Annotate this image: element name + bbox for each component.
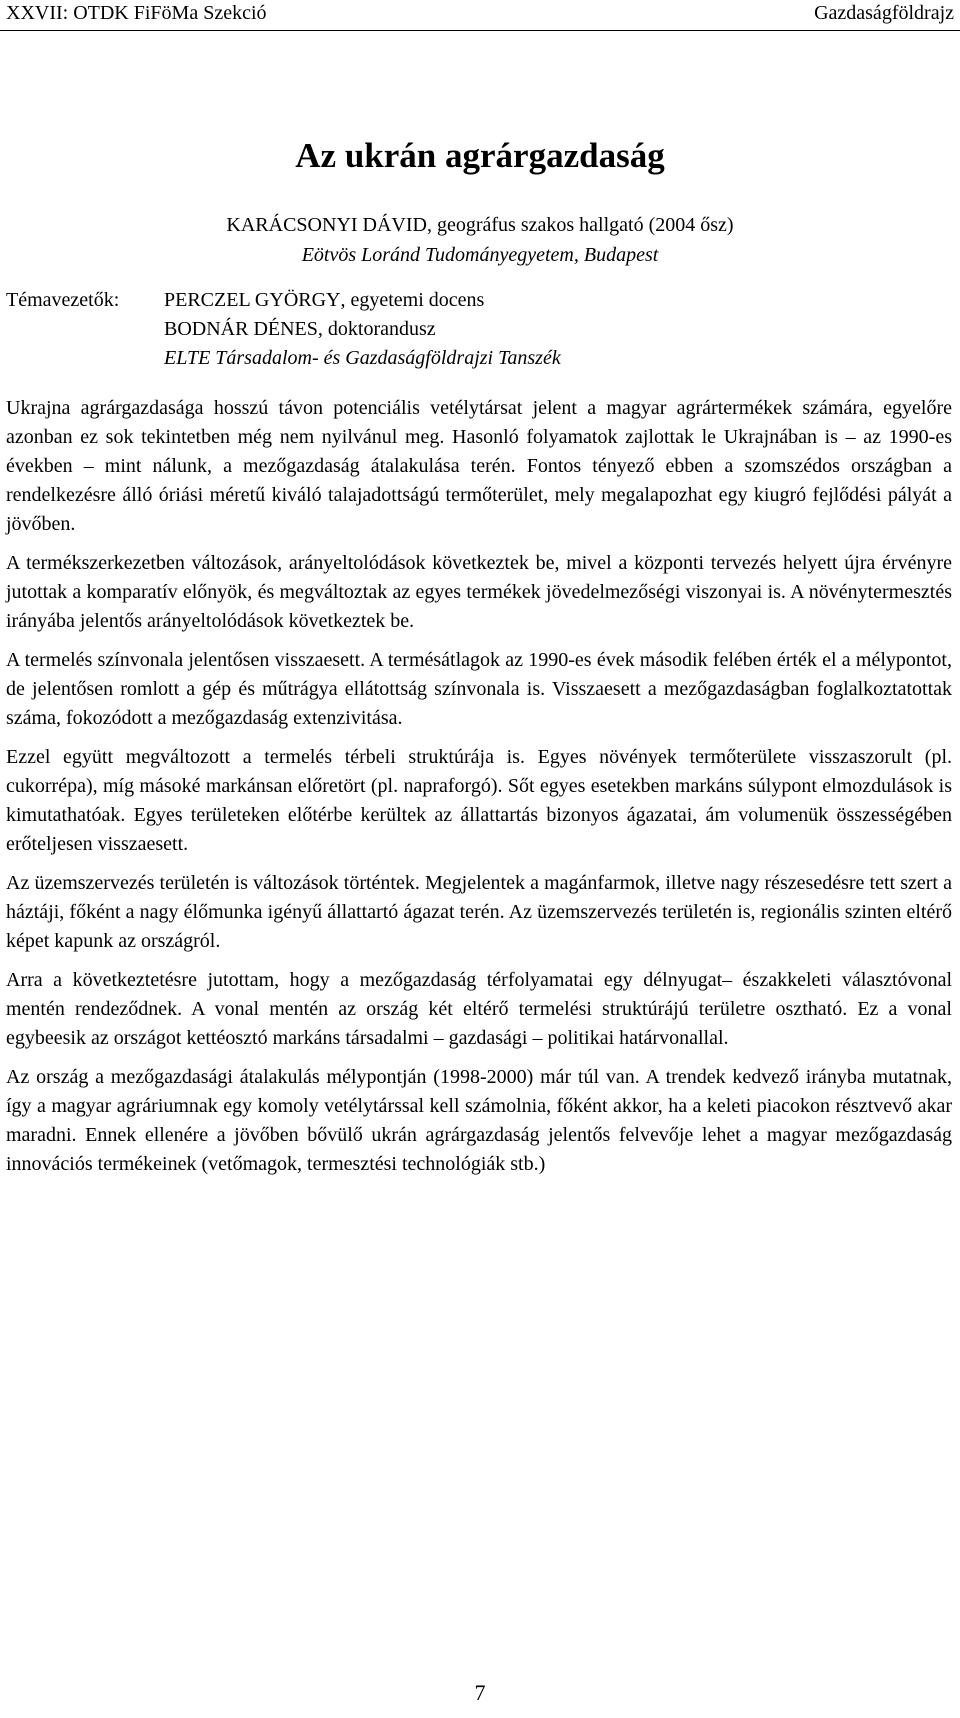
paragraph-4: Ezzel együtt megváltozott a termelés térbeli struktúrája is. Egyes növények termőterülete visszaszorult (pl. cukorrépa), míg másoké markánsan előretört (pl. napraforgó). Sőt egyes esetekben markáns súlypont elmozdulások is kimutathatóak. Egyes területeken előtérbe kerültek az állattartás bizonyos ágazatai, ám volumenük összességében erőteljesen visszaesett. <box>6 746 952 855</box>
advisor-1-name: PERCZEL GYÖRGY <box>164 289 341 311</box>
advisor-1-role: , egyetemi docens <box>340 289 485 311</box>
running-header <box>0 0 960 40</box>
advisor-row-2 <box>6 315 561 344</box>
author-institution: Eötvös Loránd Tudományegyetem, Budapest <box>301 244 659 266</box>
abstract-body <box>6 394 952 1189</box>
header-rule <box>0 30 960 31</box>
author-description: , geográfus szakos hallgató (2004 ősz) <box>426 214 734 236</box>
header-section-label: XXVII: OTDK FiFöMa Szekció <box>6 2 267 24</box>
advisor-row-1 <box>6 286 561 315</box>
advisor-2-role: , doktorandusz <box>317 318 436 340</box>
author-line <box>0 210 960 240</box>
advisor-department: ELTE Társadalom- és Gazdaságföldrajzi Tanszék <box>164 347 561 369</box>
author-name: KARÁCSONYI DÁVID <box>226 214 427 236</box>
paragraph-2: A termékszerkezetben változások, arányeltolódások következtek be, mivel a központi tervezés helyett újra érvényre jutottak a komparatív előnyök, és megváltoztak az egyes termékek jövedelmezőségi viszonyai is. A növénytermesztés irányába jelentős arányeltolódások következtek be. <box>6 552 952 632</box>
advisors-label: Témavezetők: <box>6 289 120 311</box>
paragraph-6: Arra a következtetésre jutottam, hogy a mezőgazdaság térfolyamatai egy délnyugat– északkeleti választóvonal mentén rendeződnek. A vonal mentén az ország két eltérő termelési struktúrájú területre osztható. Ez a vonal egybeesik az országot kettéosztó markáns társadalmi – gazdasági – politikai határvonallal. <box>6 969 952 1049</box>
page-number: 7 <box>474 1680 486 1705</box>
paragraph-3: A termelés színvonala jelentősen visszaesett. A termésátlagok az 1990-es évek második felében érték el a mélypontot, de jelentősen romlott a gép és műtrágya ellátottság színvonala is. Visszaesett a mezőgazdaságban foglalkoztatottak száma, fokozódott a mezőgazdaság extenzivitása. <box>6 649 952 729</box>
advisors-block <box>6 286 561 373</box>
paragraph-7: Az ország a mezőgazdasági átalakulás mélypontján (1998-2000) már túl van. A trendek kedvező irányba mutatnak, így a magyar agráriumnak egy komoly vetélytárssal kell számolnia, főként akkor, ha a keleti piacokon résztvevő akar maradni. Ennek ellenére a jövőben bővülő ukrán agrárgazdaság jelentős felvevője lehet a magyar mezőgazdaság innovációs termékeinek (vetőmagok, termesztési technológiák stb.) <box>6 1066 952 1175</box>
advisor-2-name: BODNÁR DÉNES <box>164 318 318 340</box>
header-topic-label: Gazdaságföldrajz <box>814 2 954 24</box>
author-block <box>0 210 960 270</box>
page-title: Az ukrán agrárgazdaság <box>295 136 665 175</box>
advisor-1 <box>164 286 484 315</box>
paragraph-5: Az üzemszervezés területén is változások történtek. Megjelentek a magánfarmok, illetve nagy részesedésre tett szert a háztáji, főként a nagy élőmunka igényű állattartó ágazat terén. Az üzemszervezés területén is, regionális szinten eltérő képet kapunk az országról. <box>6 872 952 952</box>
paragraph-1: Ukrajna agrárgazdasága hosszú távon potenciális vetélytársat jelent a magyar agrártermékek számára, egyelőre azonban ez sok tekintetben még nem nyilvánul meg. Hasonló folyamatok zajlottak le Ukrajnában is – az 1990-es években – mint nálunk, a mezőgazdaság átalakulása terén. Fontos tényező ebben a szomszédos országban a rendelkezésre álló óriási méretű kiváló talajadottságú termőterület, mely megalapozhat egy kiugró fejlődési pályát a jövőben. <box>6 397 952 535</box>
